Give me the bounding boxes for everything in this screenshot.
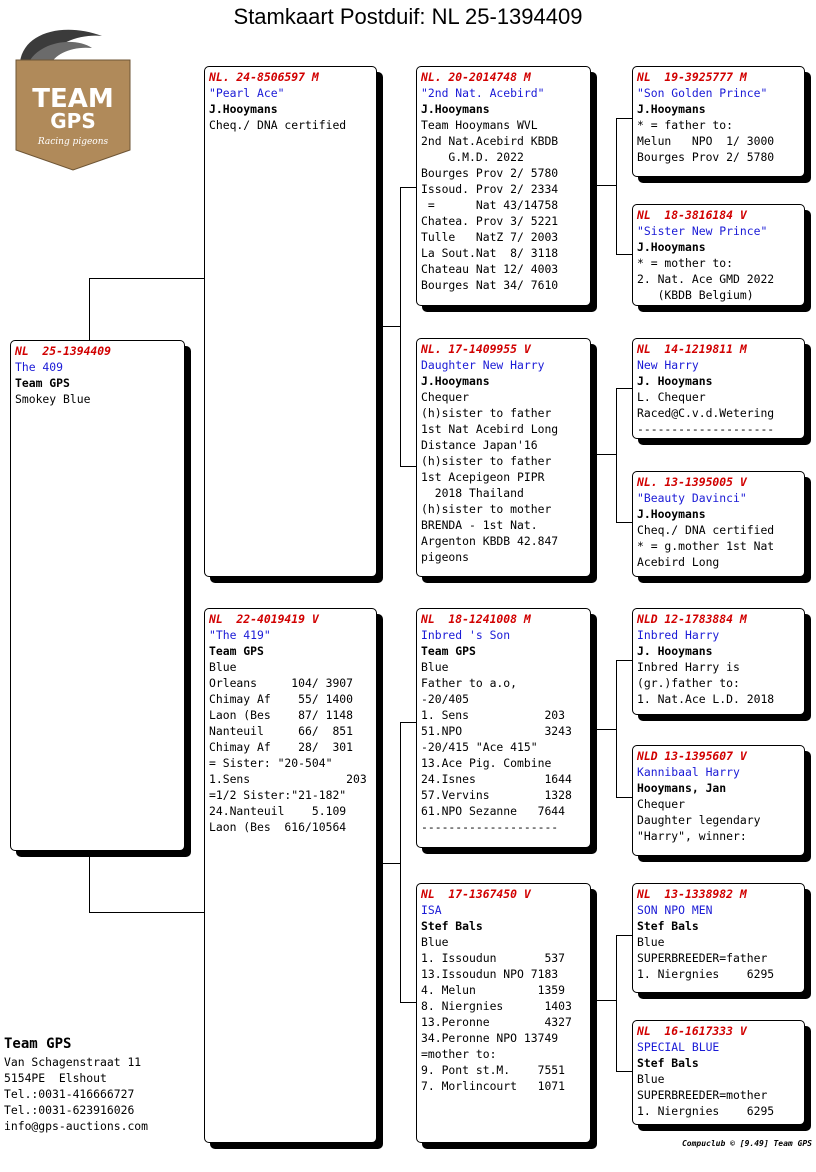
- connector-line: [89, 278, 90, 340]
- ring-number: NL. 20-2014748 M: [421, 70, 531, 84]
- info-line: Raced@C.v.d.Wetering: [637, 406, 775, 420]
- info-line: Nanteuil 66/ 851: [209, 724, 354, 738]
- email-link[interactable]: info@gps-auctions.com: [4, 1119, 149, 1133]
- owner-name: Team GPS: [421, 644, 476, 658]
- pigeon-card-dds[interactable]: [632, 883, 805, 993]
- pigeon-name: Daughter New Harry: [421, 358, 545, 372]
- connector-line: [596, 454, 616, 455]
- info-line: 7. Morlincourt 1071: [421, 1079, 566, 1093]
- info-line: --------------------: [421, 820, 559, 834]
- info-line: (gr.)father to:: [637, 676, 740, 690]
- pigeon-card-sire-dam[interactable]: [416, 338, 591, 577]
- pigeon-card-dam-dam[interactable]: [416, 883, 591, 1143]
- info-line: 1. Niergnies 6295: [637, 967, 775, 981]
- pigeon-name: "2nd Nat. Acebird": [421, 86, 545, 100]
- pigeon-name: "Son Golden Prince": [637, 86, 768, 100]
- svg-text:TEAM: TEAM: [32, 84, 114, 114]
- team-gps-logo: [14, 22, 132, 172]
- ring-number: NL 19-3925777 M: [637, 70, 747, 84]
- connector-line: [596, 729, 616, 730]
- info-line: Smokey Blue: [15, 392, 91, 406]
- connector-line: [596, 1000, 616, 1001]
- connector-line: [616, 118, 633, 119]
- pigeon-card-sire-sire[interactable]: [416, 66, 591, 306]
- info-line: Blue: [637, 935, 665, 949]
- info-line: 57.Vervins 1328: [421, 788, 572, 802]
- info-line: 61.NPO Sezanne 7644: [421, 804, 566, 818]
- connector-line: [616, 1071, 633, 1072]
- software-credit: Compuclub © [9.49] Team GPS: [681, 1139, 812, 1148]
- connector-line: [616, 118, 617, 255]
- info-line: pigeons: [421, 550, 470, 564]
- info-line: Chequer: [637, 797, 686, 811]
- svg-text:GPS: GPS: [50, 109, 96, 133]
- info-line: (h)sister to father: [421, 454, 552, 468]
- phone-1: Tel.:0031-416666727: [4, 1087, 135, 1101]
- page-title: Stamkaart Postduif: NL 25-1394409: [233, 4, 583, 29]
- info-line: =mother to:: [421, 1047, 497, 1061]
- info-line: 34.Peronne NPO 13749: [421, 1031, 559, 1045]
- connector-line: [382, 326, 401, 327]
- owner-name: Stef Bals: [421, 919, 483, 933]
- info-line: Chequer: [421, 390, 470, 404]
- info-line: 4. Melun 1359: [421, 983, 566, 997]
- phone-2: Tel.:0031-623916026: [4, 1103, 135, 1117]
- info-line: G.M.D. 2022: [421, 150, 524, 164]
- info-line: 1st Acepigeon PIPR: [421, 470, 545, 484]
- connector-line: [616, 935, 617, 1072]
- info-line: 1. Sens 203: [421, 708, 566, 722]
- owner-name: J.Hooymans: [637, 240, 706, 254]
- info-line: = Nat 43/14758: [421, 198, 559, 212]
- ring-number: NL. 13-1395005 V: [637, 475, 747, 489]
- pigeon-name: SPECIAL BLUE: [637, 1040, 720, 1054]
- pigeon-name: "Beauty Davinci": [637, 491, 747, 505]
- info-line: * = father to:: [637, 118, 734, 132]
- info-line: 2. Nat. Ace GMD 2022: [637, 272, 775, 286]
- ring-number: NL 22-4019419 V: [209, 612, 319, 626]
- info-line: Team Hooymans WVL: [421, 118, 538, 132]
- breeder-address: [4, 1034, 148, 1134]
- info-line: Distance Japan'16: [421, 438, 538, 452]
- info-line: Cheq./ DNA certified: [637, 523, 775, 537]
- ring-number: NL 18-3816184 V: [637, 208, 747, 222]
- pigeon-name: Inbred 's Son: [421, 628, 511, 642]
- address-line: Van Schagenstraat 11: [4, 1055, 142, 1069]
- owner-name: Hooymans, Jan: [637, 781, 727, 795]
- connector-line: [400, 187, 417, 188]
- owner-name: J.Hooymans: [209, 102, 278, 116]
- info-line: SUPERBREEDER=mother: [637, 1088, 768, 1102]
- info-line: Bourges Nat 34/ 7610: [421, 278, 559, 292]
- info-line: Chatea. Prov 3/ 5221: [421, 214, 559, 228]
- info-line: 51.NPO 3243: [421, 724, 572, 738]
- info-line: 9. Pont st.M. 7551: [421, 1063, 566, 1077]
- info-line: "Harry", winner:: [637, 829, 747, 843]
- info-line: 2nd Nat.Acebird KBDB: [421, 134, 559, 148]
- pigeon-name: SON NPO MEN: [637, 903, 713, 917]
- info-line: Laon (Bes 616/10564: [209, 820, 347, 834]
- pigeon-card-sire[interactable]: [204, 66, 377, 577]
- info-line: Acebird Long: [637, 555, 720, 569]
- info-line: Argenton KBDB 42.847: [421, 534, 559, 548]
- pigeon-name: "Pearl Ace": [209, 86, 285, 100]
- info-line: * = mother to:: [637, 256, 734, 270]
- ring-number: NL. 24-8506597 M: [209, 70, 319, 84]
- info-line: 13.Ace Pig. Combine: [421, 756, 552, 770]
- connector-line: [616, 522, 633, 523]
- pigeon-name: The 409: [15, 360, 64, 374]
- connector-line: [89, 278, 205, 279]
- ring-number: NL. 17-1409955 V: [421, 342, 531, 356]
- ring-number: NL 16-1617333 V: [637, 1024, 747, 1038]
- ring-number: NL 25-1394409: [15, 344, 112, 358]
- pigeon-card-dam-sire[interactable]: [416, 608, 591, 848]
- info-line: Cheq./ DNA certified: [209, 118, 347, 132]
- pigeon-name: ISA: [421, 903, 442, 917]
- pigeon-name: New Harry: [637, 358, 699, 372]
- ring-number: NL 13-1338982 M: [637, 887, 747, 901]
- connector-line: [400, 1002, 417, 1003]
- info-line: Bourges Prov 2/ 5780: [637, 150, 775, 164]
- ring-number: NL 17-1367450 V: [421, 887, 531, 901]
- breeder-name: Team GPS: [4, 1036, 72, 1052]
- pigeon-card-dam[interactable]: [204, 608, 377, 1143]
- connector-line: [400, 722, 401, 1002]
- connector-line: [382, 863, 401, 864]
- info-line: BRENDA - 1st Nat.: [421, 518, 538, 532]
- info-line: 1st Nat Acebird Long: [421, 422, 559, 436]
- pigeon-card-sss[interactable]: [632, 66, 805, 177]
- owner-name: J. Hooymans: [637, 644, 713, 658]
- pigeon-card-sds[interactable]: [632, 338, 805, 439]
- connector-line: [596, 185, 616, 186]
- pigeon-name: "Sister New Prince": [637, 224, 768, 238]
- pigeon-card-dss[interactable]: [632, 608, 805, 715]
- info-line: = Sister: "20-504": [209, 756, 333, 770]
- pigeon-card-ddd[interactable]: [632, 1020, 805, 1125]
- owner-name: Team GPS: [15, 376, 70, 390]
- info-line: Daughter legendary: [637, 813, 761, 827]
- info-line: 24.Isnes 1644: [421, 772, 572, 786]
- info-line: Bourges Prov 2/ 5780: [421, 166, 559, 180]
- info-line: Blue: [637, 1072, 665, 1086]
- pigeon-name: Kannibaal Harry: [637, 765, 740, 779]
- info-line: (h)sister to father: [421, 406, 552, 420]
- info-line: Melun NPO 1/ 3000: [637, 134, 775, 148]
- info-line: Blue: [421, 660, 449, 674]
- info-line: Chimay Af 55/ 1400: [209, 692, 354, 706]
- info-line: Inbred Harry is: [637, 660, 740, 674]
- connector-line: [616, 797, 633, 798]
- info-line: Laon (Bes 87/ 1148: [209, 708, 354, 722]
- connector-line: [616, 660, 617, 798]
- pigeon-card-subject[interactable]: [10, 340, 185, 851]
- info-line: Chateau Nat 12/ 4003: [421, 262, 559, 276]
- info-line: 2018 Thailand: [421, 486, 524, 500]
- pigeon-card-sdd[interactable]: [632, 471, 805, 577]
- info-line: La Sout.Nat 8/ 3118: [421, 246, 559, 260]
- info-line: 8. Niergnies 1403: [421, 999, 572, 1013]
- owner-name: J.Hooymans: [421, 374, 490, 388]
- info-line: 1. Niergnies 6295: [637, 1104, 775, 1118]
- connector-line: [616, 935, 633, 936]
- info-line: Orleans 104/ 3907: [209, 676, 354, 690]
- info-line: (h)sister to mother: [421, 502, 552, 516]
- pigeon-name: "The 419": [209, 628, 271, 642]
- owner-name: J.Hooymans: [637, 102, 706, 116]
- svg-text:Racing pigeons: Racing pigeons: [37, 137, 109, 147]
- info-line: 1. Issoudun 537: [421, 951, 566, 965]
- connector-line: [89, 851, 90, 913]
- connector-line: [400, 466, 417, 467]
- connector-line: [400, 187, 401, 467]
- info-line: Tulle NatZ 7/ 2003: [421, 230, 559, 244]
- info-line: -20/415 "Ace 415": [421, 740, 538, 754]
- connector-line: [616, 388, 633, 389]
- info-line: Chimay Af 28/ 301: [209, 740, 354, 754]
- pigeon-card-ssd[interactable]: [632, 204, 805, 306]
- info-line: =1/2 Sister:"21-182": [209, 788, 347, 802]
- info-line: * = g.mother 1st Nat: [637, 539, 775, 553]
- info-line: L. Chequer: [637, 390, 706, 404]
- owner-name: Stef Bals: [637, 919, 699, 933]
- info-line: 1.Sens 203: [209, 772, 367, 786]
- owner-name: J.Hooymans: [421, 102, 490, 116]
- pigeon-card-dsd[interactable]: [632, 745, 805, 856]
- owner-name: J. Hooymans: [637, 374, 713, 388]
- ring-number: NLD 13-1395607 V: [637, 749, 747, 763]
- ring-number: NL 14-1219811 M: [637, 342, 747, 356]
- info-line: 13.Peronne 4327: [421, 1015, 572, 1029]
- info-line: Blue: [421, 935, 449, 949]
- info-line: Father to a.o,: [421, 676, 518, 690]
- owner-name: Team GPS: [209, 644, 264, 658]
- connector-line: [616, 388, 617, 523]
- info-line: 1. Nat.Ace L.D. 2018: [637, 692, 775, 706]
- connector-line: [89, 912, 205, 913]
- ring-number: NL 18-1241008 M: [421, 612, 531, 626]
- info-line: -20/405: [421, 692, 470, 706]
- connector-line: [400, 722, 417, 723]
- owner-name: J.Hooymans: [637, 507, 706, 521]
- info-line: --------------------: [637, 422, 775, 436]
- info-line: Issoud. Prov 2/ 2334: [421, 182, 559, 196]
- owner-name: Stef Bals: [637, 1056, 699, 1070]
- info-line: 13.Issoudun NPO 7183: [421, 967, 559, 981]
- info-line: Blue: [209, 660, 237, 674]
- connector-line: [616, 254, 633, 255]
- ring-number: NLD 12-1783884 M: [637, 612, 747, 626]
- connector-line: [616, 660, 633, 661]
- info-line: (KBDB Belgium): [637, 288, 754, 302]
- info-line: 24.Nanteuil 5.109: [209, 804, 347, 818]
- info-line: SUPERBREEDER=father: [637, 951, 768, 965]
- pigeon-name: Inbred Harry: [637, 628, 720, 642]
- city-line: 5154PE Elshout: [4, 1071, 107, 1085]
